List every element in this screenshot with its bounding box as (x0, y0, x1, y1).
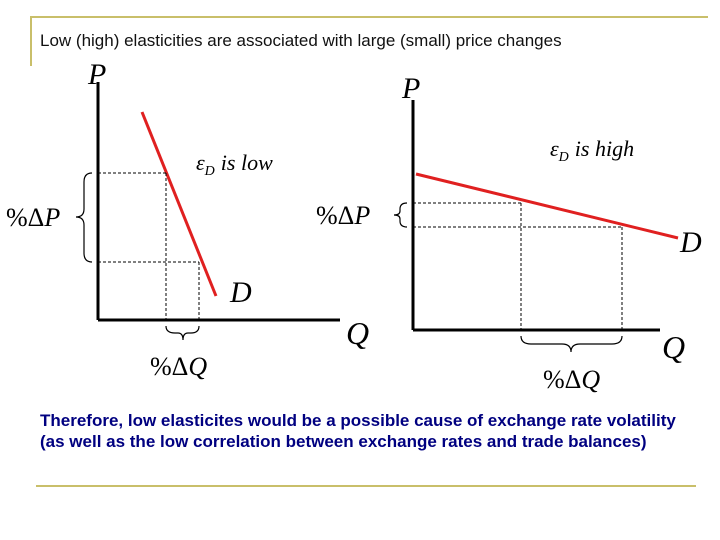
right-elasticity-sub: D (558, 150, 569, 165)
left-pct-q-prefix: %Δ (150, 352, 189, 381)
right-pct-q-var: Q (581, 365, 601, 394)
left-elasticity-text: is low (220, 150, 273, 175)
right-elasticity-label (550, 136, 634, 165)
right-panel (316, 72, 702, 394)
slide-title: Low (high) elasticities are associated with large (small) price changes (40, 31, 562, 50)
left-pct-p-label (6, 203, 60, 232)
right-y-axis-label: P (402, 72, 421, 105)
right-pct-q-brace (521, 336, 622, 352)
left-demand-curve (142, 112, 216, 296)
left-elasticity-symbol: ε (196, 150, 205, 175)
left-y-axis-label: P (88, 58, 107, 91)
left-pct-p-var: P (44, 203, 61, 232)
left-pct-q-label (150, 352, 207, 381)
conclusion-caption: Therefore, low elasticites would be a possible cause of exchange rate volatility (as well as the low correlation between exchange rates and trade balances) (40, 411, 676, 451)
right-pct-q-label (543, 365, 600, 394)
left-pct-p-prefix: %Δ (6, 203, 45, 232)
left-pct-q-brace (166, 326, 199, 340)
left-panel (6, 58, 369, 381)
right-curve-label: D (680, 226, 702, 259)
left-pct-q-var: Q (188, 352, 208, 381)
right-pct-p-var: P (354, 201, 371, 230)
right-pct-q-prefix: %Δ (543, 365, 582, 394)
right-pct-p-brace (394, 203, 407, 227)
right-demand-curve (416, 174, 678, 238)
right-pct-p-label (316, 201, 370, 230)
left-curve-label: D (230, 276, 252, 309)
left-elasticity-label (196, 150, 273, 179)
right-x-axis-label: Q (662, 329, 686, 365)
right-elasticity-text: is high (574, 136, 635, 161)
right-elasticity-symbol: ε (550, 136, 559, 161)
left-pct-p-brace (76, 173, 92, 262)
left-x-axis-label: Q (346, 315, 370, 351)
left-elasticity-sub: D (204, 164, 215, 179)
right-pct-p-prefix: %Δ (316, 201, 355, 230)
